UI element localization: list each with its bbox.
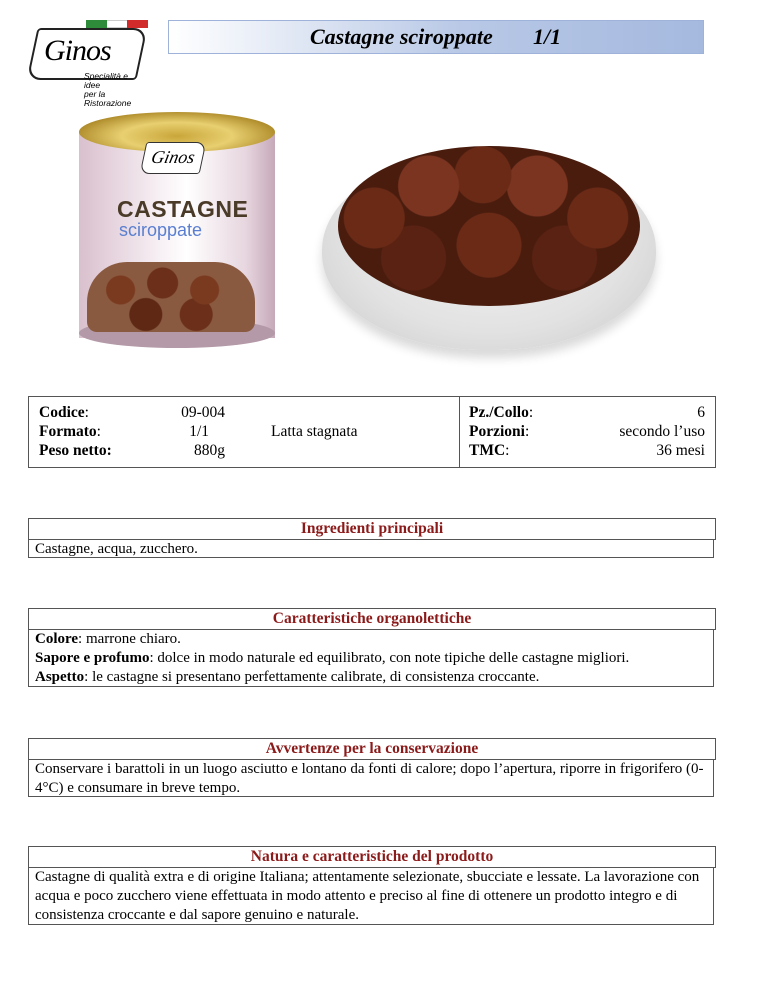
- can-brand-logo: Ginos: [140, 142, 207, 174]
- organolettiche-title: Caratteristiche organolettiche: [28, 608, 716, 630]
- ingredienti-title: Ingredienti principali: [28, 518, 716, 540]
- chestnut-bowl-image: [322, 140, 656, 350]
- product-title: Castagne sciroppate: [310, 24, 493, 49]
- ingredienti-text: Castagne, acqua, zucchero.: [28, 539, 714, 558]
- logo-tagline: Specialità e idee per la Ristorazione: [84, 71, 132, 108]
- italian-flag-stripe: [86, 20, 148, 28]
- tmc-value: 36 mesi: [656, 442, 705, 459]
- pz-collo-value: 6: [697, 404, 705, 421]
- packaging-value: Latta stagnata: [271, 423, 358, 440]
- formato-label: Formato:: [39, 423, 101, 440]
- brand-logo: [26, 20, 146, 108]
- sapore-line: Sapore e profumo: dolce in modo naturale ed equilibrato, con note tipiche delle castagne migliori.: [35, 650, 630, 666]
- conservazione-title: Avvertenze per la conservazione: [28, 738, 716, 760]
- formato-value: 1/1: [189, 423, 209, 440]
- product-format: 1/1: [533, 24, 562, 49]
- can-product-sub: sciroppate: [119, 220, 203, 240]
- product-can-image: [79, 112, 275, 348]
- codice-value: 09-004: [181, 404, 225, 421]
- natura-title: Natura e caratteristiche del prodotto: [28, 846, 716, 868]
- porzioni-value: secondo l’uso: [619, 423, 705, 440]
- porzioni-label: Porzioni:: [469, 423, 530, 440]
- can-product-name: CASTAGNE: [117, 196, 249, 222]
- tmc-label: TMC:: [469, 442, 510, 459]
- natura-text: Castagne di qualità extra e di origine Italiana; attentamente selezionate, sbucciate e lessate. La lavorazione con acqua e poco zucchero viene effettuata in modo attento e preciso al fine di ottenere un prodotto integro e di consistenza croccante e dal sapore genuino e naturale.: [28, 867, 714, 925]
- organolettiche-body: [28, 629, 714, 687]
- codice-label: Codice:: [39, 404, 89, 421]
- product-info-table: [28, 396, 716, 468]
- chestnuts: [338, 146, 640, 306]
- conservazione-text: Conservare i barattoli in un luogo asciutto e lontano da fonti di calore; dopo l’apertura, riporre in frigorifero (0-4°C) e consumare in breve tempo.: [28, 759, 714, 797]
- peso-label: Peso netto:: [39, 442, 112, 459]
- can-chestnut-photo: [87, 262, 255, 332]
- pz-collo-label: Pz./Collo:: [469, 404, 534, 421]
- logo-wordmark: Ginos: [44, 34, 111, 67]
- aspetto-line: Aspetto: le castagne si presentano perfettamente calibrate, di consistenza croccante.: [35, 669, 540, 685]
- peso-value: 880g: [194, 442, 225, 459]
- colore-line: Colore: marrone chiaro.: [35, 631, 181, 647]
